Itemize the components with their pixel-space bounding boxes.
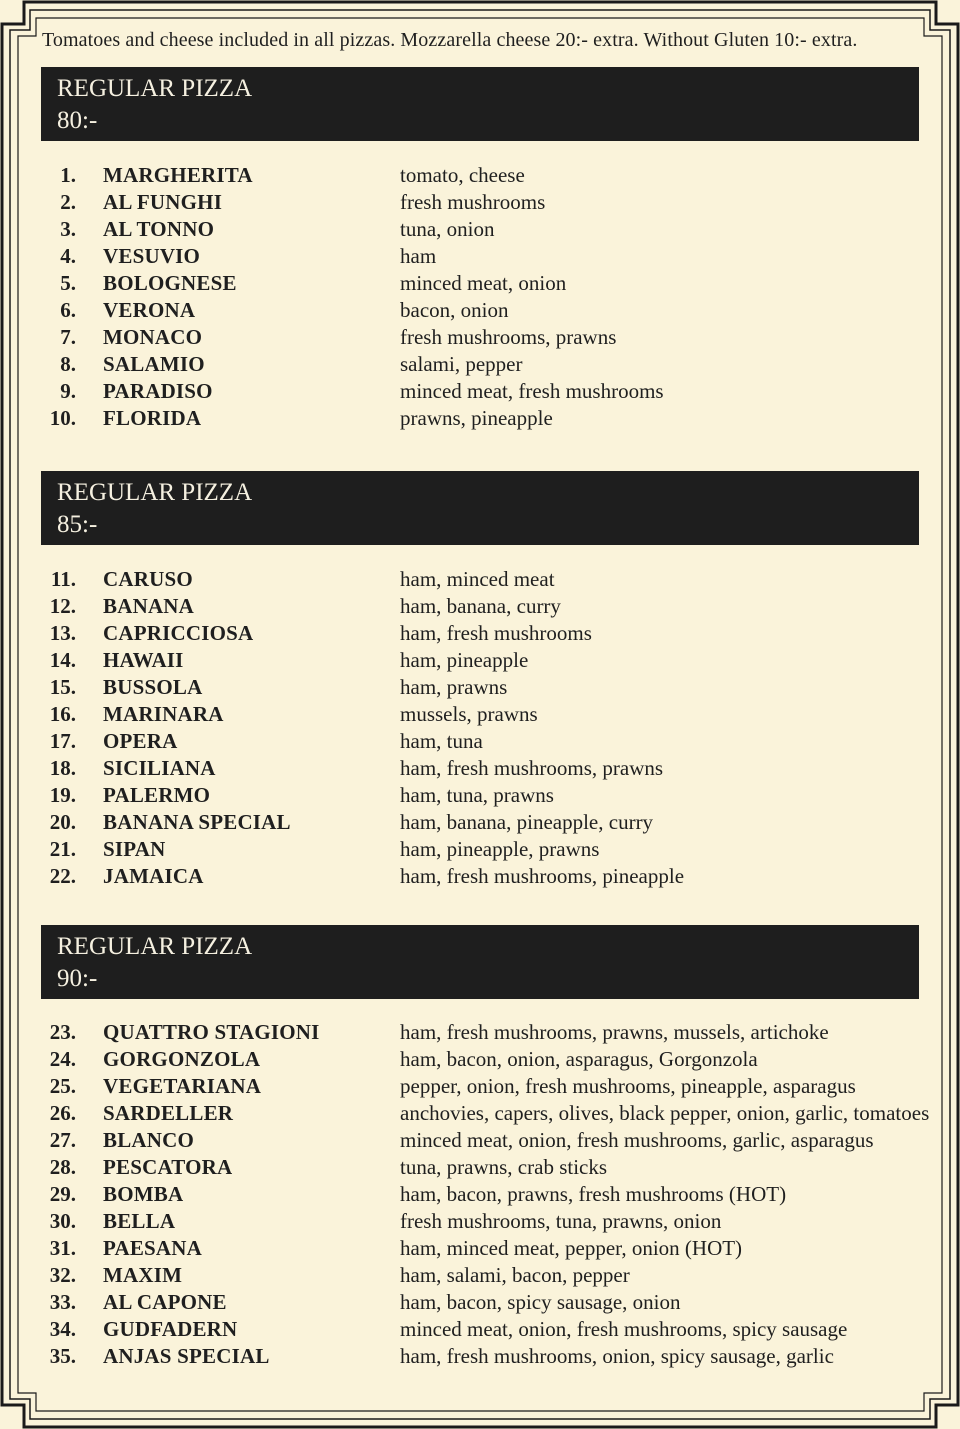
menu-item [0,755,940,782]
menu-item [0,836,940,863]
section-title: REGULAR PIZZA [57,75,253,102]
item-number: 23. [49,1020,76,1044]
item-name: BANANA [103,594,195,618]
section-price: 90:- [57,965,98,992]
menu-item [0,378,940,405]
item-ingredients: ham, fresh mushrooms [400,621,592,645]
menu-item [0,270,940,297]
item-number: 31. [49,1236,76,1260]
item-ingredients: ham, tuna, prawns [400,783,554,807]
item-name: MARGHERITA [103,163,253,187]
item-ingredients: fresh mushrooms, tuna, prawns, onion [400,1209,722,1233]
menu-item [0,647,940,674]
menu-item [0,620,940,647]
section-header-85 [41,471,919,545]
item-number: 10. [49,406,76,430]
item-name: GUDFADERN [103,1317,238,1341]
menu-item [0,863,940,890]
item-ingredients: tuna, onion [400,217,495,241]
menu-item [0,1343,940,1370]
menu-item [0,297,940,324]
item-name: AL TONNO [103,217,215,241]
item-ingredients: anchovies, capers, olives, black pepper, onion, garlic, tomatoes [400,1101,930,1125]
menu-item [0,1154,940,1181]
item-ingredients: pepper, onion, fresh mushrooms, pineapple, asparagus [400,1074,856,1098]
menu-item [0,189,940,216]
item-ingredients: ham, pineapple [400,648,529,672]
menu-item [0,351,940,378]
item-number: 21. [49,837,76,861]
item-number: 27. [49,1128,76,1152]
item-name: FLORIDA [103,406,202,430]
item-ingredients: ham, prawns [400,675,508,699]
item-ingredients: salami, pepper [400,352,523,376]
item-ingredients: fresh mushrooms [400,190,546,214]
menu-item [0,1019,940,1046]
item-name: GORGONZOLA [103,1047,261,1071]
item-number: 2. [60,190,76,214]
item-number: 35. [49,1344,76,1368]
section-header-80 [41,67,919,141]
item-number: 28. [49,1155,76,1179]
item-number: 7. [60,325,76,349]
item-ingredients: ham, fresh mushrooms, onion, spicy sausage, garlic [400,1344,834,1368]
item-ingredients: minced meat, onion, fresh mushrooms, spicy sausage [400,1317,848,1341]
item-name: OPERA [103,729,178,753]
item-ingredients: prawns, pineapple [400,406,553,430]
menu-item [0,1181,940,1208]
item-ingredients: ham, fresh mushrooms, prawns, mussels, artichoke [400,1020,829,1044]
item-number: 26. [49,1101,76,1125]
menu-item [0,566,940,593]
item-number: 30. [49,1209,76,1233]
item-name: BELLA [103,1209,176,1233]
item-name: JAMAICA [103,864,204,888]
section-price: 80:- [57,107,98,134]
menu-item [0,1262,940,1289]
item-ingredients: minced meat, fresh mushrooms [400,379,664,403]
item-ingredients: minced meat, onion, fresh mushrooms, garlic, asparagus [400,1128,874,1152]
item-name: AL FUNGHI [103,190,223,214]
item-name: PESCATORA [103,1155,233,1179]
item-number: 8. [60,352,76,376]
item-ingredients: mussels, prawns [400,702,538,726]
item-ingredients: tuna, prawns, crab sticks [400,1155,608,1179]
item-number: 25. [49,1074,76,1098]
item-number: 12. [49,594,76,618]
item-ingredients: ham, salami, bacon, pepper [400,1263,630,1287]
item-ingredients: ham, pineapple, prawns [400,837,600,861]
item-ingredients: ham, banana, curry [400,594,561,618]
item-name: BUSSOLA [103,675,203,699]
item-ingredients: fresh mushrooms, prawns [400,325,617,349]
section-title: REGULAR PIZZA [57,933,253,960]
section-header-90 [41,925,919,999]
item-number: 16. [49,702,76,726]
item-number: 32. [49,1263,76,1287]
item-number: 20. [49,810,76,834]
item-name: ANJAS SPECIAL [103,1344,270,1368]
item-name: AL CAPONE [103,1290,227,1314]
menu-item [0,728,940,755]
menu-item [0,1208,940,1235]
item-ingredients: bacon, onion [400,298,509,322]
item-name: MAXIM [103,1263,183,1287]
menu-item [0,593,940,620]
item-name: QUATTRO STAGIONI [103,1020,320,1044]
item-name: CAPRICCIOSA [103,621,254,645]
item-name: BOMBA [103,1182,184,1206]
menu-item [0,674,940,701]
menu-item [0,1046,940,1073]
item-ingredients: ham, minced meat [400,567,555,591]
menu-item [0,1289,940,1316]
item-ingredients: tomato, cheese [400,163,525,187]
section-title: REGULAR PIZZA [57,479,253,506]
menu-note: Tomatoes and cheese included in all pizzas. Mozzarella cheese 20:- extra. Without Gluten 10:- extra. [42,29,858,51]
item-ingredients: ham, banana, pineapple, curry [400,810,654,834]
item-name: SALAMIO [103,352,205,376]
menu-item [0,1235,940,1262]
item-ingredients: ham, fresh mushrooms, prawns [400,756,664,780]
menu-item [0,1127,940,1154]
menu-item [0,162,940,189]
item-number: 3. [60,217,76,241]
item-name: SIPAN [103,837,166,861]
item-name: BLANCO [103,1128,195,1152]
menu-item [0,1073,940,1100]
item-number: 13. [49,621,76,645]
menu-item [0,701,940,728]
item-name: SICILIANA [103,756,216,780]
menu-item [0,1100,940,1127]
item-name: BANANA SPECIAL [103,810,291,834]
item-number: 4. [60,244,76,268]
item-name: VEGETARIANA [103,1074,262,1098]
item-name: PALERMO [103,783,211,807]
item-ingredients: ham, bacon, spicy sausage, onion [400,1290,681,1314]
item-name: MARINARA [103,702,224,726]
menu-item [0,782,940,809]
item-ingredients: ham, minced meat, pepper, onion (HOT) [400,1236,743,1260]
item-number: 17. [49,729,76,753]
item-name: HAWAII [103,648,184,672]
item-name: VERONA [103,298,196,322]
item-name: BOLOGNESE [103,271,237,295]
item-ingredients: ham, bacon, onion, asparagus, Gorgonzola [400,1047,758,1071]
menu-item [0,405,940,432]
item-number: 5. [60,271,76,295]
item-number: 33. [49,1290,76,1314]
section-price: 85:- [57,511,98,538]
item-ingredients: ham, tuna [400,729,483,753]
item-name: SARDELLER [103,1101,234,1125]
item-name: PAESANA [103,1236,203,1260]
item-name: PARADISO [103,379,213,403]
item-name: CARUSO [103,567,193,591]
item-number: 9. [60,379,76,403]
menu-item [0,324,940,351]
item-name: VESUVIO [103,244,201,268]
menu-item [0,1316,940,1343]
item-number: 11. [50,567,76,591]
item-ingredients: ham [400,244,437,268]
item-ingredients: ham, bacon, prawns, fresh mushrooms (HOT) [400,1182,787,1206]
item-number: 18. [49,756,76,780]
menu-item [0,216,940,243]
item-ingredients: minced meat, onion [400,271,567,295]
item-number: 19. [49,783,76,807]
item-number: 1. [60,163,76,187]
menu-item [0,243,940,270]
item-number: 6. [60,298,76,322]
item-number: 15. [49,675,76,699]
item-ingredients: ham, fresh mushrooms, pineapple [400,864,685,888]
item-number: 14. [49,648,76,672]
item-number: 34. [49,1317,76,1341]
item-name: MONACO [103,325,203,349]
menu-item [0,809,940,836]
item-number: 22. [49,864,76,888]
item-number: 24. [49,1047,76,1071]
item-number: 29. [49,1182,76,1206]
